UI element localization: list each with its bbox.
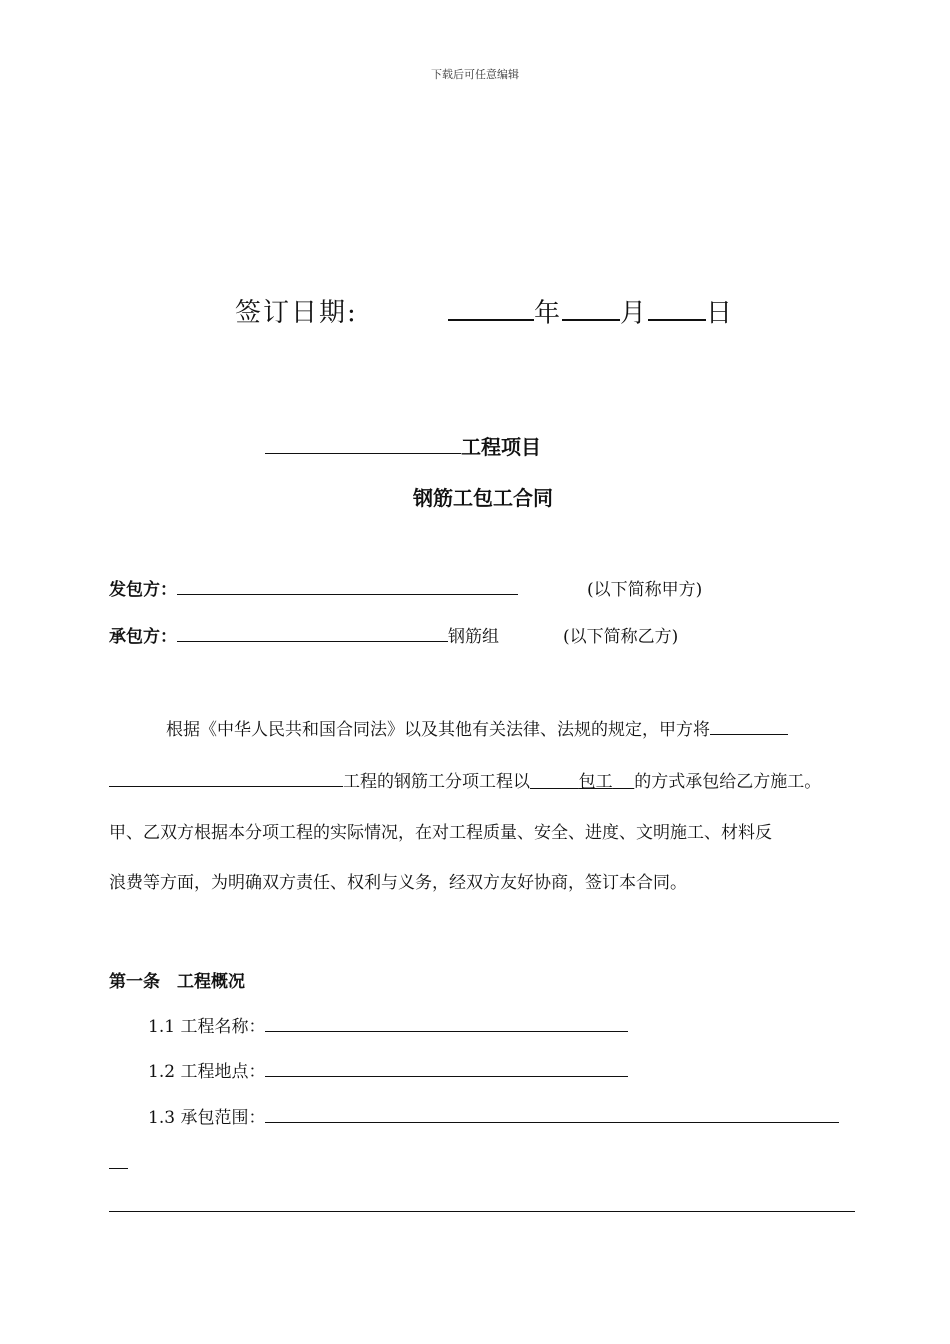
intro-mode-suffix	[613, 772, 635, 792]
intro-line-1	[166, 715, 788, 740]
party-a-note: (以下简称甲方)	[587, 580, 703, 600]
party-b-label: 承包方：	[109, 627, 177, 647]
intro-blank-1[interactable]	[710, 716, 788, 735]
party-b-line	[109, 622, 499, 647]
intro-line-3: 甲、乙双方根据本分项工程的实际情况，在对工程质量、安全、进度、文明施工、材料反	[109, 823, 772, 843]
contract-title: 钢筋工包工合同	[413, 486, 553, 510]
party-b-group: 钢筋组	[448, 627, 499, 647]
item-2-label: 1.2 工程地点：	[148, 1062, 266, 1082]
party-b-blank[interactable]	[177, 623, 448, 642]
intro-text-2a: 工程的钢筋工分项工程以	[343, 772, 530, 792]
article-1-item-2	[148, 1057, 628, 1082]
intro-text-2b: 的方式承包给乙方施工。	[634, 772, 822, 792]
project-name-field[interactable]	[265, 1013, 628, 1032]
intro-line-4: 浪费等方面，为明确双方责任、权利与义务，经双方友好协商，签订本合同。	[109, 873, 687, 893]
header-note: 下载后可任意编辑	[431, 68, 519, 81]
article-1-heading: 第一条 工程概况	[109, 972, 245, 992]
day-blank[interactable]	[648, 292, 706, 321]
party-a-label: 发包方：	[109, 580, 177, 600]
project-location-field[interactable]	[265, 1058, 628, 1077]
scope-continuation-line[interactable]	[109, 1211, 855, 1212]
item-3-label: 1.3 承包范围：	[148, 1108, 266, 1128]
year-label: 年	[534, 298, 563, 329]
day-label: 日	[706, 298, 735, 329]
item-1-label: 1.1 工程名称：	[148, 1017, 266, 1037]
project-title-line	[265, 431, 541, 460]
intro-blank-2[interactable]	[109, 768, 343, 787]
intro-mode: 包工	[578, 772, 613, 792]
article-1-item-1	[148, 1012, 628, 1037]
project-suffix: 工程项目	[461, 435, 541, 459]
sign-date-fields	[448, 292, 734, 329]
party-a-blank[interactable]	[177, 576, 518, 595]
intro-text-1: 根据《中华人民共和国合同法》以及其他有关法律、法规的规定，甲方将	[166, 720, 710, 740]
party-a-line	[109, 575, 518, 600]
project-name-blank[interactable]	[265, 432, 461, 454]
article-1-item-3	[148, 1103, 839, 1128]
year-blank[interactable]	[448, 292, 534, 321]
scope-continuation-short	[109, 1168, 128, 1169]
month-blank[interactable]	[562, 292, 620, 321]
sign-date-label: 签订日期:	[235, 298, 358, 328]
month-label: 月	[620, 298, 649, 329]
contract-scope-field[interactable]	[265, 1104, 839, 1123]
party-b-note: (以下简称乙方)	[563, 627, 679, 647]
intro-mode-prefix	[530, 772, 579, 792]
intro-line-2	[109, 767, 821, 792]
